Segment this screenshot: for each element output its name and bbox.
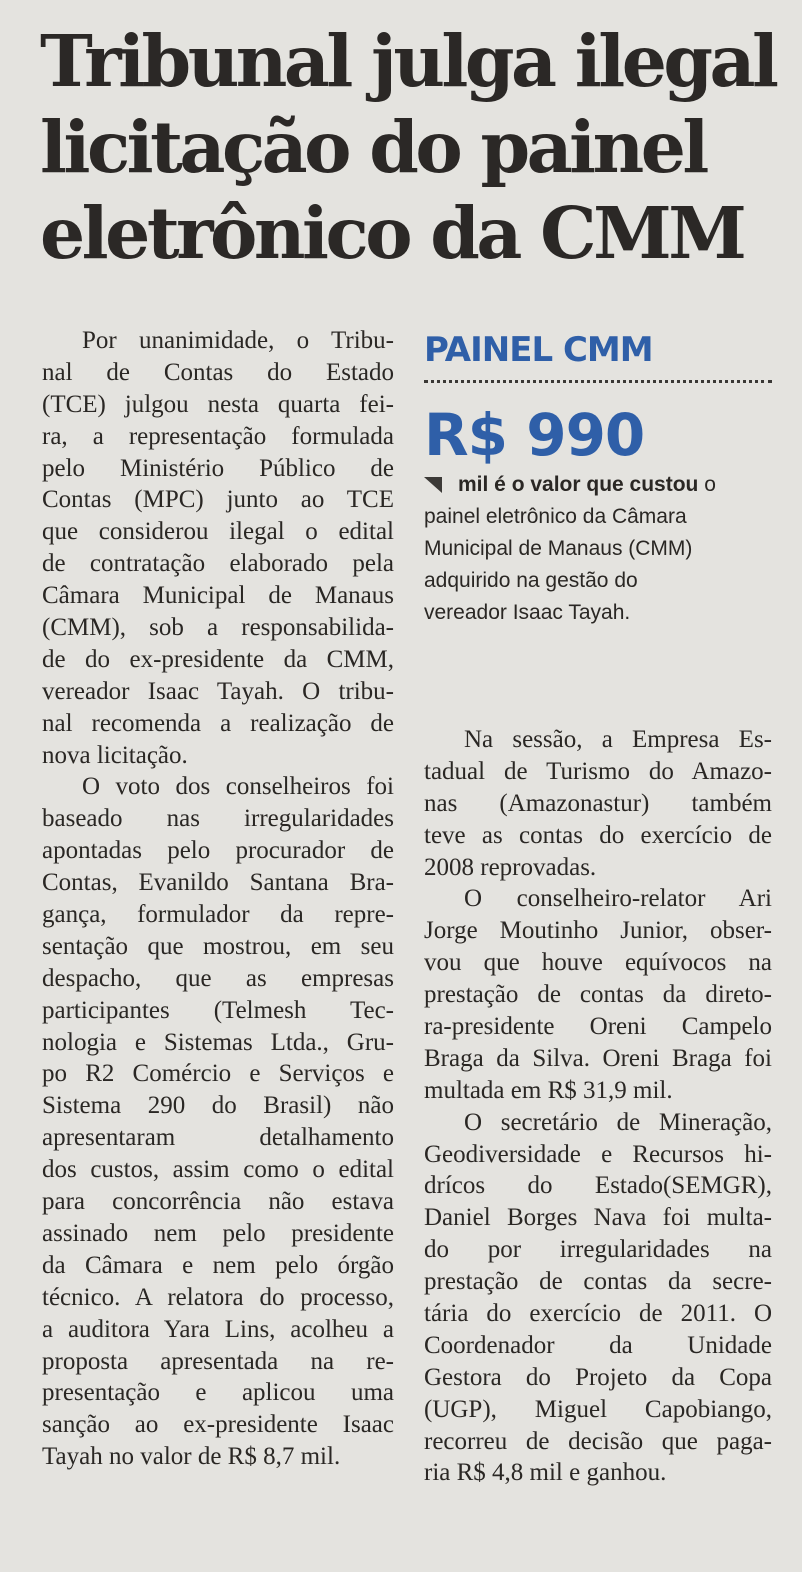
body-line: O voto dos conselheiros foi (82, 773, 394, 801)
caption-line: vereador Isaac Tayah. (424, 601, 631, 624)
body-line: do por irregularidades na (424, 1236, 772, 1264)
headline-line: licitação do painel (40, 105, 706, 189)
caption-line: adquirido na gestão do (424, 569, 638, 592)
body-line: recorreu de decisão que paga- (424, 1427, 772, 1455)
sidebar-value: R$ 990 (424, 401, 645, 469)
body-line: nova licitação. (42, 741, 188, 769)
sidebar-title: PAINEL CMM (424, 330, 653, 370)
body-line: multada em R$ 31,9 mil. (424, 1076, 673, 1104)
body-line: sentação que mostrou, em seu (42, 932, 394, 960)
body-line: proposta apresentada na re- (42, 1347, 394, 1375)
body-line: nologia e Sistemas Ltda., Gru- (42, 1028, 394, 1056)
body-line: apontadas pelo procurador de (42, 837, 394, 865)
body-line: presentação e aplicou uma (42, 1379, 394, 1407)
body-line: po R2 Comércio e Serviços e (42, 1060, 394, 1088)
dotted-divider (424, 380, 772, 383)
body-line: prestação de contas da secre- (424, 1268, 772, 1296)
article-headline (40, 18, 780, 276)
body-line: Coordenador da Unidade (424, 1331, 772, 1359)
body-line: baseado nas irregularidades (42, 805, 394, 833)
body-line: gança, formulador da repre- (42, 901, 394, 929)
body-line: dos custos, assim como o edital (42, 1156, 394, 1184)
body-column-right (424, 724, 772, 1489)
body-line: prestação de contas da direto- (424, 981, 772, 1009)
body-line: nal de Contas do Estado (42, 358, 394, 386)
body-line: teve as contas do exercício de (424, 821, 772, 849)
body-line: apresentaram detalhamento (42, 1124, 394, 1152)
body-line: Por unanimidade, o Tribu- (82, 327, 394, 354)
body-line: drícos do Estado(SEMGR), (424, 1172, 772, 1200)
headline-line: Tribunal julga ilegal (40, 19, 776, 103)
body-line: Na sessão, a Empresa Es- (464, 726, 772, 753)
body-line: que considerou ilegal o edital (42, 518, 394, 546)
painel-cmm-sidebar (424, 330, 774, 629)
sidebar-caption (424, 469, 774, 629)
body-line: (UGP), Miguel Capobiango, (424, 1395, 772, 1423)
triangle-marker-icon (424, 477, 442, 493)
body-line: (TCE) julgou nesta quarta fei- (42, 390, 394, 418)
body-line: Gestora do Projeto da Copa (424, 1363, 772, 1391)
body-line: ria R$ 4,8 mil e ganhou. (424, 1459, 667, 1487)
body-line: de do ex-presidente da CMM, (42, 645, 394, 673)
caption-bold: mil é o valor que custou (458, 473, 699, 496)
body-line: Câmara Municipal de Manaus (42, 582, 394, 610)
body-line: para concorrência não estava (42, 1188, 394, 1216)
body-line: técnico. A relatora do processo, (42, 1283, 394, 1311)
caption-line: Municipal de Manaus (CMM) (424, 537, 693, 560)
body-line: 2008 reprovadas. (424, 853, 597, 881)
body-line: participantes (Telmesh Tec- (42, 996, 394, 1024)
body-line: ra, a representação formulada (42, 422, 394, 450)
body-line: Daniel Borges Nava foi multa- (424, 1204, 772, 1232)
caption-line (424, 469, 774, 501)
body-line: Braga da Silva. Oreni Braga foi (424, 1044, 772, 1072)
body-line: despacho, que as empresas (42, 964, 394, 992)
body-line: Jorge Moutinho Junior, obser- (424, 917, 772, 945)
body-line: Tayah no valor de R$ 8,7 mil. (42, 1443, 341, 1471)
body-line: Sistema 290 do Brasil) não (42, 1092, 394, 1120)
body-line: ra-presidente Oreni Campelo (424, 1013, 772, 1041)
body-line: Geodiversidade e Recursos hi- (424, 1140, 772, 1168)
body-line: tária do exercício de 2011. O (424, 1300, 772, 1328)
body-line: sanção ao ex-presidente Isaac (42, 1411, 394, 1439)
body-column-left (42, 325, 394, 1473)
body-line: vereador Isaac Tayah. O tribu- (42, 677, 394, 705)
body-line: (CMM), sob a responsabilida- (42, 614, 394, 642)
body-line: a auditora Yara Lins, acolheu a (42, 1315, 394, 1343)
caption-line: painel eletrônico da Câmara (424, 505, 687, 528)
body-line: O conselheiro-relator Ari (464, 885, 772, 913)
body-line: Contas, Evanildo Santana Bra- (42, 869, 394, 897)
body-line: Contas (MPC) junto ao TCE (42, 486, 394, 514)
body-line: tadual de Turismo do Amazo- (424, 757, 772, 785)
headline-line: eletrônico da CMM (40, 191, 744, 275)
body-line: nas (Amazonastur) também (424, 789, 772, 817)
body-line: assinado nem pelo presidente (42, 1219, 394, 1247)
body-line: O secretário de Mineração, (464, 1108, 772, 1136)
body-line: nal recomenda a realização de (42, 709, 394, 737)
body-line: da Câmara e nem pelo órgão (42, 1251, 394, 1279)
caption-tail: o (698, 473, 716, 496)
body-line: pelo Ministério Público de (42, 454, 394, 482)
body-line: de contratação elaborado pela (42, 550, 394, 578)
body-line: vou que houve equívocos na (424, 949, 772, 977)
